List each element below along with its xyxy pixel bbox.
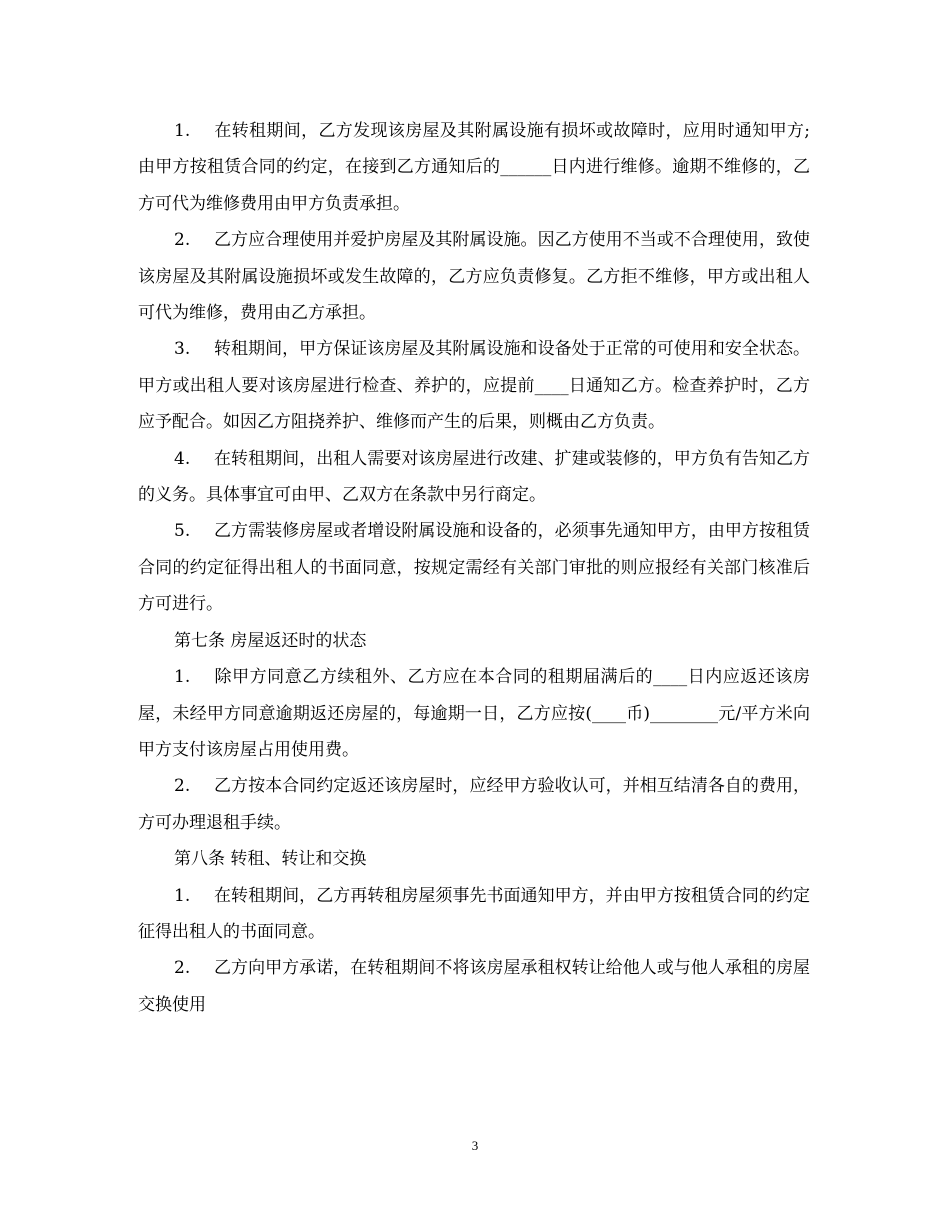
clause-text: 在转租期间，乙方发现该房屋及其附属设施有损坏或故障时，应用时通知甲方;由甲方按租赁合同的约定，在接到乙方通知后的______日内进行维修。逾期不维修的，乙方可代为维修费用由甲方负责承担。 [138, 121, 810, 214]
clause-7-1 [138, 659, 810, 768]
document-body [138, 113, 810, 1023]
clause-text: 转租期间，甲方保证该房屋及其附属设施和设备处于正常的可使用和安全状态。甲方或出租人要对该房屋进行检查、养护的，应提前____日通知乙方。检查养护时，乙方应予配合。如因乙方阻挠养护、维修而产生的后果，则概由乙方负责。 [138, 339, 810, 433]
clause-number: 1. [174, 885, 191, 906]
clause-number: 2. [174, 958, 191, 979]
clause-8-1 [138, 878, 810, 951]
page-number: 3 [471, 1138, 479, 1153]
clause-number: 5. [174, 521, 191, 542]
clause-7-2 [138, 768, 810, 841]
clause-number: 1. [174, 121, 191, 141]
clause-text: 在转租期间，出租人需要对该房屋进行改建、扩建或装修的，甲方负有告知乙方的义务。具体事宜可由甲、乙双方在条款中另行商定。 [138, 448, 810, 506]
clause-6-1 [138, 113, 810, 222]
clause-text: 在转租期间，乙方再转租房屋须事先书面通知甲方，并由甲方按租赁合同的约定征得出租人的书面同意。 [138, 885, 810, 942]
clause-number: 1. [174, 667, 191, 688]
clause-number: 2. [174, 776, 191, 797]
clause-text: 乙方需装修房屋或者增设附属设施和设备的，必须事先通知甲方，由甲方按租赁合同的约定征得出租人的书面同意，按规定需经有关部门审批的则应报经有关部门核准后方可进行。 [138, 521, 810, 615]
clause-6-2 [138, 222, 810, 331]
clause-text: 除甲方同意乙方续租外、乙方应在本合同的租期届满后的____日内应返还该房屋，未经甲方同意逾期返还房屋的，每逾期一日，乙方应按(____币)________元/平方米向甲方支付该房屋占用使用费。 [138, 667, 810, 760]
clause-number: 4. [174, 448, 191, 469]
clause-6-3 [138, 331, 810, 440]
section-8-heading: 第八条 转租、转让和交换 [174, 849, 367, 870]
clause-text: 乙方应合理使用并爱护房屋及其附属设施。因乙方使用不当或不合理使用，致使该房屋及其附属设施损坏或发生故障的，乙方应负责修复。乙方拒不维修，甲方或出租人可代为维修，费用由乙方承担。 [138, 230, 810, 324]
clause-number: 3. [174, 339, 191, 360]
clause-6-4 [138, 441, 810, 514]
clause-text: 乙方按本合同约定返还该房屋时，应经甲方验收认可，并相互结清各自的费用，方可办理退租手续。 [138, 776, 810, 833]
clause-6-5 [138, 513, 810, 622]
section-7-heading: 第七条 房屋返还时的状态 [174, 630, 367, 651]
clause-number: 2. [174, 230, 191, 251]
clause-8-2 [138, 950, 810, 1023]
clause-text: 乙方向甲方承诺，在转租期间不将该房屋承租权转让给他人或与他人承租的房屋交换使用 [138, 958, 810, 1015]
